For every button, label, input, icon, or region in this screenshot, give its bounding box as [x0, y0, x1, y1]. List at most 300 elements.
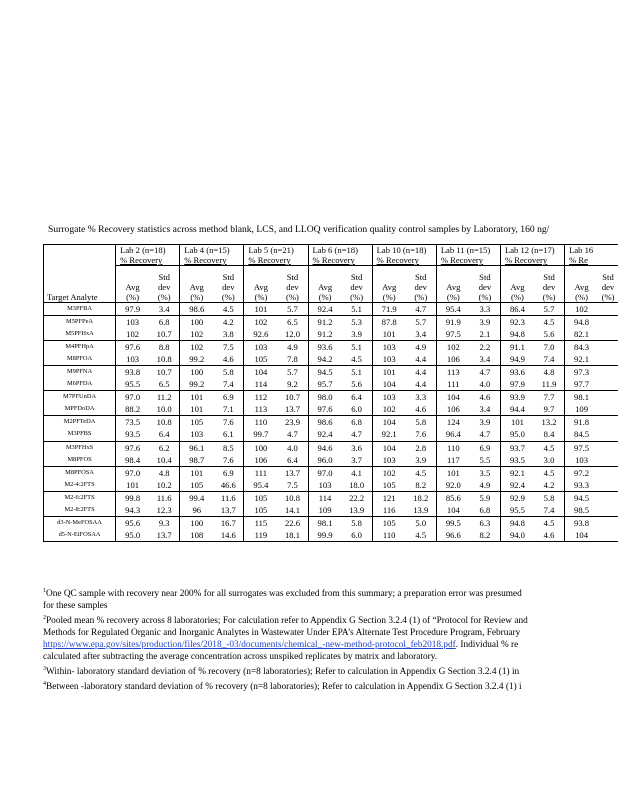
analyte-name: M3PFBA	[44, 302, 116, 315]
avg-value: 98.6	[180, 302, 214, 315]
std-dev-value: 4.5	[406, 529, 437, 542]
std-dev-value: 5.8	[543, 492, 555, 503]
cut-off-cell	[598, 428, 618, 441]
std-dev-value: 5.9	[479, 492, 491, 503]
avg-value: 99.7	[244, 428, 278, 441]
analyte-name: MPFDoDA	[44, 403, 116, 416]
avg-value: 106	[436, 403, 470, 416]
avg-value: 105	[180, 416, 214, 429]
dev-label: dev	[414, 281, 427, 292]
avg-value: 94.4	[500, 403, 534, 416]
cut-off-cell	[598, 365, 618, 378]
lab-recovery-label: % Recovery	[184, 255, 227, 265]
lab-name: Lab 11 (n=15)	[440, 245, 491, 255]
std-dev-value: 3.9	[342, 328, 373, 341]
analyte-name: d3-N-MeFOSAA	[44, 517, 116, 530]
std-dev-value: 4.6	[213, 353, 244, 366]
std-unit: (%)	[157, 291, 171, 302]
std-unit: (%)	[350, 291, 364, 302]
std-dev-value: 5.0	[415, 518, 427, 529]
avg-label: Avg	[574, 281, 589, 292]
std-dev-value: 9.7	[534, 403, 565, 416]
lab-name: Lab 6 (n=18)	[312, 245, 358, 255]
avg-value: 111	[244, 466, 278, 479]
std-dev-value: 22.2	[349, 492, 365, 503]
avg-value: 97.3	[565, 365, 598, 378]
table-row	[44, 353, 618, 366]
avg-value: 92.1	[565, 353, 598, 366]
std-dev-column-header	[470, 266, 501, 303]
std-dev-value: 6.3	[479, 518, 491, 529]
avg-value: 97.6	[116, 340, 150, 353]
std-dev-value: 6.8	[351, 417, 362, 428]
lab-header	[500, 245, 564, 266]
cut-off-cell	[598, 491, 618, 504]
std-dev-value: 7.4	[534, 504, 565, 517]
table-row	[44, 491, 618, 504]
avg-value: 91.9	[436, 315, 470, 328]
avg-value: 114	[308, 491, 342, 504]
std-dev-value: 5.1	[351, 341, 362, 352]
avg-value: 113	[244, 403, 278, 416]
std-dev-value: 4.8	[543, 367, 555, 378]
avg-value: 86.4	[500, 302, 534, 315]
avg-value: 105	[244, 504, 278, 517]
avg-value: 103	[244, 340, 278, 353]
cut-off-cell	[598, 353, 618, 366]
std-dev-value: 7.4	[213, 378, 244, 391]
std-dev-value: 6.8	[470, 504, 501, 517]
std-dev-value: 5.7	[277, 302, 308, 315]
analyte-name: M8PFOA	[44, 353, 116, 366]
std-dev-value: 6.9	[222, 392, 234, 403]
avg-value: 104	[565, 529, 598, 542]
avg-value: 94.3	[116, 504, 150, 517]
avg-value: 103	[372, 454, 406, 467]
avg-value: 106	[436, 353, 470, 366]
avg-value: 109	[565, 403, 598, 416]
std-dev-value: 3.9	[479, 316, 491, 327]
table-row	[44, 517, 618, 530]
avg-value: 98.7	[180, 454, 214, 467]
std-dev-value: 4.5	[342, 353, 373, 366]
avg-value: 115	[244, 517, 278, 530]
cut-off-cell	[598, 466, 618, 479]
avg-value: 113	[436, 365, 470, 378]
std-dev-value: 10.7	[156, 367, 172, 378]
avg-label: Avg	[189, 281, 204, 292]
avg-value: 92.9	[500, 491, 534, 504]
std-dev-value: 7.6	[406, 428, 437, 441]
std-dev-value: 4.7	[277, 428, 308, 441]
std-dev-value: 6.2	[158, 442, 170, 453]
avg-label: Avg	[253, 281, 268, 292]
avg-value: 93.5	[116, 428, 150, 441]
table-row	[44, 403, 618, 416]
avg-value: 100	[180, 517, 214, 530]
analyte-name: M3PFHxS	[44, 441, 116, 454]
std-dev-value: 5.7	[415, 316, 427, 327]
avg-value: 97.6	[308, 403, 342, 416]
avg-value: 97.9	[116, 302, 150, 315]
avg-value: 95.5	[116, 378, 150, 391]
std-dev-value: 16.7	[220, 518, 236, 529]
cut-off-cell	[598, 340, 618, 353]
analyte-name: M5PFHxA	[44, 328, 116, 341]
avg-label: Avg	[125, 281, 140, 292]
std-dev-value: 12.3	[149, 504, 180, 517]
avg-unit: (%)	[126, 291, 140, 302]
avg-value: 95.6	[116, 517, 150, 530]
std-label: Std	[479, 271, 491, 282]
avg-value: 97.0	[116, 391, 150, 404]
lab-name: Lab 5 (n=21)	[248, 245, 294, 255]
footnote-4: $^4$Between -laboratory standard deviation of % recovery (n=8 laboratories); Refer to calculation in Appendix G Section 3.2.4 (1) i	[43, 681, 522, 693]
avg-value: 82.1	[565, 328, 598, 341]
std-dev-value: 8.8	[158, 341, 170, 352]
avg-value: 97.0	[308, 466, 342, 479]
avg-value: 92.3	[500, 315, 534, 328]
avg-value: 94.5	[308, 365, 342, 378]
std-dev-value: 4.6	[479, 392, 491, 403]
table-row	[44, 428, 618, 441]
std-dev-value: 5.7	[287, 367, 298, 378]
analyte-name: M8PFOSA	[44, 466, 116, 479]
avg-value: 103	[565, 454, 598, 467]
std-dev-value: 6.4	[277, 454, 308, 467]
table-row	[44, 328, 618, 341]
cut-off-cell	[598, 315, 618, 328]
dev-label: dev	[478, 281, 492, 292]
std-dev-value: 18.0	[342, 479, 373, 492]
lab-header	[565, 245, 618, 266]
std-dev-value: 11.6	[156, 492, 172, 503]
avg-value: 101	[244, 302, 278, 315]
avg-value: 93.3	[565, 479, 598, 492]
avg-value: 101	[372, 328, 406, 341]
avg-value: 99.4	[180, 491, 214, 504]
std-dev-column-header	[277, 266, 308, 303]
avg-value: 94.2	[308, 353, 342, 366]
avg-value: 95.7	[308, 378, 342, 391]
std-dev-value: 3.9	[406, 454, 437, 467]
avg-value: 105	[180, 479, 214, 492]
std-dev-value: 4.5	[543, 442, 555, 453]
table-row	[44, 466, 618, 479]
avg-value: 93.7	[500, 441, 534, 454]
avg-value: 105	[244, 353, 278, 366]
lab-recovery-label: % Re	[569, 255, 588, 265]
avg-value: 109	[308, 504, 342, 517]
std-dev-value: 5.8	[415, 417, 427, 428]
table-row	[44, 378, 618, 391]
avg-value: 105	[244, 491, 278, 504]
analyte-name: M2-6:2FTS	[44, 491, 116, 504]
analyte-name: M6PFDA	[44, 378, 116, 391]
std-dev-value: 10.7	[149, 328, 180, 341]
avg-value: 101	[372, 365, 406, 378]
avg-column-header	[308, 266, 342, 303]
std-dev-value: 4.9	[470, 479, 501, 492]
avg-value: 93.9	[500, 391, 534, 404]
avg-value: 104	[372, 416, 406, 429]
cut-off-cell	[598, 504, 618, 517]
avg-value: 94.8	[500, 517, 534, 530]
std-dev-value: 8.2	[470, 529, 501, 542]
std-dev-value: 4.5	[415, 467, 427, 478]
table-row	[44, 479, 618, 492]
std-dev-value: 3.0	[534, 454, 565, 467]
avg-value: 121	[372, 491, 406, 504]
avg-value: 97.5	[436, 328, 470, 341]
std-dev-value: 11.9	[534, 378, 565, 391]
std-dev-value: 4.2	[534, 479, 565, 492]
lab-recovery-label: % Recovery	[440, 255, 484, 265]
std-dev-value: 3.3	[415, 392, 427, 403]
avg-value: 117	[436, 454, 470, 467]
std-dev-column-header	[213, 266, 244, 303]
std-dev-value: 5.6	[534, 328, 565, 341]
std-dev-value: 7.8	[277, 353, 308, 366]
avg-value: 110	[436, 441, 470, 454]
lab-name: Lab 4 (n=15)	[184, 245, 230, 255]
avg-value: 94.8	[565, 315, 598, 328]
std-dev-value: 6.1	[213, 428, 244, 441]
std-dev-value: 22.6	[284, 518, 300, 529]
std-dev-value: 4.9	[415, 341, 427, 352]
std-dev-value: 6.5	[149, 378, 180, 391]
avg-value: 97.2	[565, 466, 598, 479]
analyte-name: M2-8:2FTS	[44, 504, 116, 517]
cut-off-cell	[598, 416, 618, 429]
table-row	[44, 315, 618, 328]
avg-label: Avg	[317, 281, 333, 292]
avg-value: 84.3	[565, 340, 598, 353]
avg-value: 100	[180, 315, 214, 328]
avg-value: 97.9	[500, 378, 534, 391]
table-row	[44, 340, 618, 353]
avg-value: 93.6	[500, 365, 534, 378]
footnote-2-link-line: https://www.epa.gov/sites/production/files/2018_-03/documents/chemical_-new-method-protocol_feb2018.pdf. Individual % re	[43, 640, 519, 651]
avg-value: 92.4	[500, 479, 534, 492]
std-dev-value: 5.1	[351, 367, 362, 378]
avg-value: 105	[372, 517, 406, 530]
avg-value: 112	[244, 391, 278, 404]
std-dev-value: 3.3	[470, 302, 501, 315]
avg-value: 91.2	[308, 328, 342, 341]
dev-label: dev	[286, 281, 299, 292]
avg-value: 95.4	[436, 302, 470, 315]
avg-value: 95.0	[116, 529, 150, 542]
std-dev-column-header	[406, 266, 437, 303]
dev-label: dev	[350, 281, 363, 292]
std-unit: (%)	[601, 291, 615, 302]
avg-value: 96	[180, 504, 214, 517]
avg-value: 104	[372, 378, 406, 391]
lab-header	[308, 245, 372, 266]
std-dev-value: 6.0	[342, 403, 373, 416]
analyte-name: M7PFUnDA	[44, 391, 116, 404]
std-dev-value: 7.5	[222, 341, 234, 352]
recovery-table	[43, 244, 618, 542]
avg-value: 101	[436, 466, 470, 479]
std-dev-column-header	[534, 266, 565, 303]
analyte-name: d5-N-EtFOSAA	[44, 529, 116, 542]
protocol-link[interactable]: https://www.epa.gov/sites/production/files/2018_-03/documents/chemical_-new-method-protocol_feb2018.pdf	[43, 640, 456, 651]
footnote-2-cont: Methods for Regulated Organic and Inorganic Analytes in Wastewater Under EPA’s Alternate Test Procedure Program, February	[43, 628, 521, 639]
avg-value: 96.4	[436, 428, 470, 441]
std-dev-value: 2.2	[479, 341, 491, 352]
avg-unit: (%)	[190, 291, 204, 302]
dev-label: dev	[542, 281, 556, 292]
avg-value: 91.8	[565, 416, 598, 429]
footnotes	[43, 585, 618, 693]
lab-header	[116, 245, 180, 266]
avg-value: 99.2	[180, 353, 214, 366]
std-dev-value: 5.6	[342, 378, 373, 391]
avg-value: 101	[180, 466, 214, 479]
std-dev-value: 4.6	[534, 529, 565, 542]
avg-value: 93.8	[116, 365, 150, 378]
std-dev-value: 2.8	[415, 442, 427, 453]
footnote-2: $^2$Pooled mean % recovery across 8 laboratories; For calculation refer to Appendix G Section 3.2.4 (1) of “Protocol for Review and	[43, 615, 528, 627]
std-dev-value: 12.0	[277, 328, 308, 341]
std-dev-value: 14.1	[277, 504, 308, 517]
lab-recovery-label: % Recovery	[376, 255, 419, 265]
avg-value: 94.0	[500, 529, 534, 542]
std-dev-column-header	[598, 266, 618, 303]
lab-header	[436, 245, 500, 266]
avg-value: 100	[180, 365, 214, 378]
avg-column-header	[180, 266, 214, 303]
std-dev-value: 13.7	[284, 467, 300, 478]
avg-value: 99.2	[180, 378, 214, 391]
std-dev-value: 4.5	[543, 316, 555, 327]
std-dev-value: 4.5	[213, 302, 244, 315]
avg-value: 110	[372, 529, 406, 542]
std-dev-value: 11.2	[156, 392, 172, 403]
avg-column-header	[116, 266, 150, 303]
std-dev-value: 3.4	[470, 403, 501, 416]
cut-off-cell	[598, 378, 618, 391]
dev-label: dev	[222, 281, 235, 292]
std-dev-value: 46.6	[213, 479, 244, 492]
recovery-table-container	[43, 244, 618, 542]
avg-value: 91.1	[500, 340, 534, 353]
std-dev-value: 10.2	[149, 479, 180, 492]
std-label: Std	[543, 271, 555, 282]
std-dev-value: 13.7	[213, 504, 244, 517]
avg-value: 102	[565, 302, 598, 315]
std-dev-value: 4.4	[415, 367, 427, 378]
std-dev-value: 3.7	[342, 454, 373, 467]
std-dev-value: 14.6	[213, 529, 244, 542]
avg-value: 102	[372, 403, 406, 416]
std-dev-value: 4.7	[406, 302, 437, 315]
std-dev-value: 4.7	[470, 428, 501, 441]
avg-value: 103	[116, 315, 150, 328]
std-dev-value: 10.0	[149, 403, 180, 416]
avg-value: 96.6	[436, 529, 470, 542]
std-dev-value: 3.9	[479, 417, 491, 428]
avg-value: 102	[180, 328, 214, 341]
avg-value: 98.1	[308, 517, 342, 530]
avg-value: 91.2	[308, 315, 342, 328]
std-dev-value: 4.0	[470, 378, 501, 391]
std-dev-value: 4.8	[158, 467, 170, 478]
avg-value: 94.6	[308, 441, 342, 454]
footnote-1-cont: for these samples	[43, 601, 108, 612]
avg-value: 99.9	[308, 529, 342, 542]
avg-value: 119	[244, 529, 278, 542]
table-row	[44, 416, 618, 429]
std-dev-value: 9.3	[158, 518, 170, 529]
avg-value: 114	[244, 378, 278, 391]
table-row	[44, 454, 618, 467]
avg-value: 95.4	[244, 479, 278, 492]
avg-value: 94.8	[500, 328, 534, 341]
avg-unit: (%)	[575, 291, 589, 302]
table-row	[44, 302, 618, 315]
std-dev-value: 4.9	[287, 341, 298, 352]
std-dev-value: 3.6	[351, 442, 362, 453]
std-dev-value: 7.6	[222, 417, 234, 428]
avg-value: 95.5	[500, 504, 534, 517]
cut-off-cell	[598, 403, 618, 416]
avg-value: 99.8	[116, 491, 150, 504]
avg-value: 94.5	[565, 491, 598, 504]
avg-value: 100	[244, 441, 278, 454]
std-dev-value: 3.4	[406, 328, 437, 341]
cut-off-cell	[598, 479, 618, 492]
std-dev-value: 4.4	[406, 353, 437, 366]
avg-value: 92.0	[436, 479, 470, 492]
avg-value: 96.1	[180, 441, 214, 454]
avg-value: 97.7	[565, 378, 598, 391]
std-dev-value: 6.0	[342, 529, 373, 542]
std-dev-value: 18.2	[413, 492, 429, 503]
footnote-3: $^3$Within- laboratory standard deviation of % recovery (n=8 laboratories); Refer to calculation in Appendix G Section 3.2.4 (1) in	[43, 666, 520, 678]
analyte-name: M9PFNA	[44, 365, 116, 378]
avg-column-header	[244, 266, 278, 303]
avg-value: 84.5	[565, 428, 598, 441]
avg-value: 101	[500, 416, 534, 429]
lab-recovery-label: % Recovery	[120, 255, 163, 265]
avg-value: 103	[180, 428, 214, 441]
avg-value: 92.6	[244, 328, 278, 341]
avg-value: 97.0	[116, 466, 150, 479]
std-dev-value: 5.1	[342, 302, 373, 315]
avg-column-header	[500, 266, 534, 303]
avg-unit: (%)	[254, 291, 268, 302]
std-dev-value: 5.8	[351, 518, 362, 529]
std-dev-value: 4.6	[406, 403, 437, 416]
std-dev-value: 6.9	[222, 467, 234, 478]
cut-off-cell	[598, 441, 618, 454]
std-dev-value: 13.9	[342, 504, 373, 517]
cut-off-cell	[598, 391, 618, 404]
std-dev-value: 13.2	[541, 417, 557, 428]
avg-value: 103	[372, 391, 406, 404]
std-dev-value: 6.5	[287, 316, 298, 327]
std-dev-value: 4.4	[406, 378, 437, 391]
avg-value: 73.5	[116, 416, 150, 429]
avg-value: 104	[372, 441, 406, 454]
std-unit: (%)	[478, 291, 492, 302]
avg-value: 97.5	[565, 441, 598, 454]
analyte-name: M2-4:2FTS	[44, 479, 116, 492]
std-dev-value: 13.7	[149, 529, 180, 542]
